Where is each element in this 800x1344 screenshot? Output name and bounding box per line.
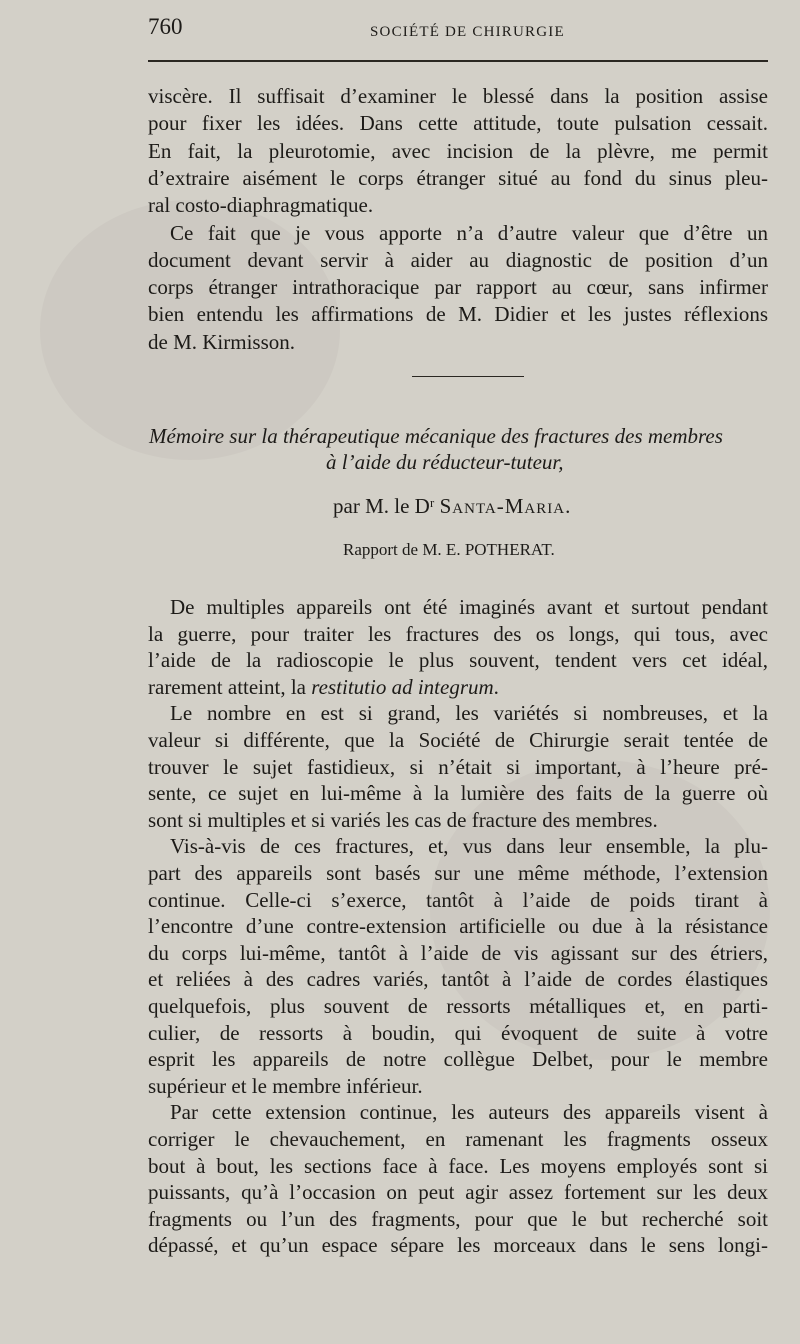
text-line: Vis-à-vis de ces fractures, et, vus dans leur ensemble, la plu- [170,834,768,859]
text-line: continue. Celle-ci s’exerce, tantôt à l’aide de poids tirant à [148,887,768,912]
text-line: puissants, qu’à l’occasion on peut agir assez fortement sur les deux [148,1180,768,1205]
text-line: rarement atteint, la restitutio ad integrum. [148,674,499,699]
text-line: sente, ce sujet en lui-même à la lumière des faits de la guerre où [148,781,768,806]
text-line: bout à bout, les sections face à face. Les moyens employés sont si [148,1153,768,1178]
section-separator [412,376,524,377]
text-line: de M. Kirmisson. [148,329,295,354]
text-line: fragments ou l’un des fragments, pour que le but recherché soit [148,1206,768,1231]
byline-author: Santa-Maria. [439,494,572,518]
text-line: sont si multiples et si variés les cas de fracture des membres. [148,807,658,832]
text-line: trouver le sujet fastidieux, si n’était si important, à l’heure pré- [148,754,768,779]
text-line: corriger le chevauchement, en ramenant les fragments osseux [148,1127,768,1151]
text-line: supérieur et le membre inférieur. [148,1073,423,1098]
text-line: du corps lui-même, tantôt à l’aide de vis agissant sur des étriers, [148,940,768,965]
text-line: valeur si différente, que la Société de Chirurgie serait tentée de [148,728,768,752]
text-line: ral costo-diaphragmatique. [148,193,374,218]
text-line: document devant servir à aider au diagnostic de position d’un [148,247,768,272]
article-byline [333,494,571,519]
byline-prefix: par M. le Dʳ [333,494,435,518]
text-line: la guerre, pour traiter les fractures des os longs, qui tous, avec [148,621,768,646]
text-line: bien entendu les affirmations de M. Didier et les justes réflexions [148,302,768,327]
text-line: Le nombre en est si grand, les variétés si nombreuses, et la [170,701,768,726]
text-line: Par cette extension continue, les auteurs des appareils visent à [170,1100,768,1125]
text-line: viscère. Il suffisait d’examiner le blessé dans la position assise [148,84,768,108]
page-number: 760 [148,14,183,39]
text-line: l’encontre d’une contre-extension artificielle ou due à la résistance [148,914,768,939]
latin-phrase: restitutio ad integrum [311,674,494,699]
text-line: De multiples appareils ont été imaginés avant et surtout pendant [170,595,768,619]
text-line: dépassé, et qu’un espace sépare les morceaux dans le sens longi- [148,1233,768,1258]
text-line: esprit les appareils de notre collègue Delbet, pour le membre [148,1047,768,1072]
running-head: SOCIÉTÉ DE CHIRURGIE [370,24,565,40]
text-line: d’extraire aisément le corps étranger situé au fond du sinus pleu- [148,165,768,190]
text-line: l’aide de la radioscopie le plus souvent, tendent vers cet idéal, [148,648,768,673]
header-rule [148,60,768,62]
text-line: quelquefois, plus souvent de ressorts métalliques et, en parti- [148,994,768,1018]
text-line: corps étranger intrathoracique par rapport au cœur, sans infirmer [148,275,768,300]
text-line: pour fixer les idées. Dans cette attitude, toute pulsation cessait. [148,111,768,136]
article-title-line-1: Mémoire sur la thérapeutique mécanique des fractures des membres [149,424,723,448]
text-line: En fait, la pleurotomie, avec incision de la plèvre, me permit [148,138,768,163]
text-line: et reliées à des cadres variés, tantôt à l’aide de cordes élastiques [148,967,768,992]
report-line: Rapport de M. E. POTHERAT. [343,540,555,559]
text-line: part des appareils sont basés sur une même méthode, l’extension [148,861,768,885]
text-line: culier, de ressorts à boudin, qui évoquent de suite à votre [148,1020,768,1045]
article-title-line-2: à l’aide du réducteur-tuteur, [326,450,564,474]
text-line: Ce fait que je vous apporte n’a d’autre valeur que d’être un [170,220,768,245]
